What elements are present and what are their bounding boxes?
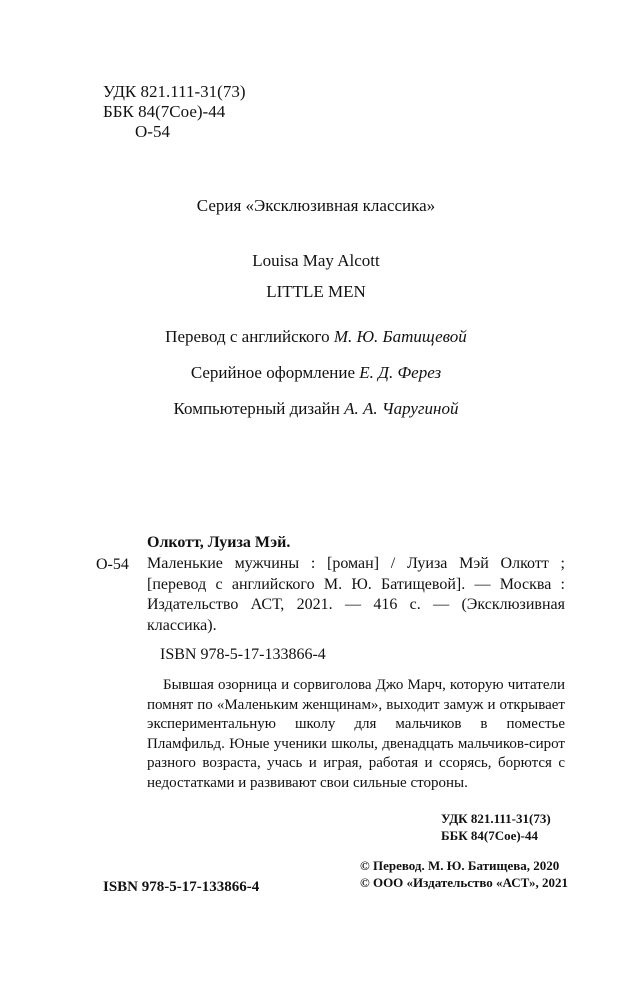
annotation [147, 676, 565, 793]
catalog-isbn: ISBN 978-5-17-133866-4 [160, 646, 326, 663]
annotation-text: Бывшая озорница и сорвиголова Джо Марч, которую читатели помнят по «Маленьким женщинам», выходит замуж и открывает экспериментальную школу для мальчиков в поместье Пламфильд. Юные ученики школы, двенадцать мальчиков-сирот разного возраста, учась и играя, работая и ссорясь, борются с недостатками и развивают свои сильные стороны. [147, 677, 565, 791]
udk-code-bottom: УДК 821.111-31(73) [441, 811, 551, 826]
credit-person: А. А. Чаругиной [344, 399, 459, 418]
credit-person: М. Ю. Батищевой [333, 327, 467, 346]
credit-role: Компьютерный дизайн [173, 399, 340, 418]
bottom-isbn: ISBN 978-5-17-133866-4 [103, 879, 260, 895]
credit-translation [0, 327, 632, 347]
author-mark: О-54 [135, 122, 170, 141]
credit-series-design [0, 363, 632, 383]
series-title: Серия «Эксклюзивная классика» [196, 196, 436, 215]
copyright-publisher: © ООО «Издательство «АСТ», 2021 [360, 875, 569, 890]
bbk-code: ББК 84(7Сое)-44 [103, 102, 226, 121]
copyright-translation: © Перевод. М. Ю. Батищева, 2020 [360, 858, 560, 873]
udk-code: УДК 821.111-31(73) [103, 82, 246, 101]
bbk-code-bottom: ББК 84(7Сое)-44 [441, 828, 539, 843]
original-author: Louisa May Alcott [252, 251, 380, 270]
credit-role: Перевод с английского [165, 327, 330, 346]
original-title: LITTLE MEN [266, 282, 366, 301]
catalog-mark: О-54 [96, 556, 129, 573]
copyright-block [360, 857, 568, 891]
catalog-description: Маленькие мужчины : [роман] / Луиза Мэй Олкотт ; [перевод с английского М. Ю. Батищевой]. — Москва : Издательство АСТ, 2021. — 416 с. — (Эксклюзивная классика). [147, 555, 565, 634]
credit-computer-design [0, 399, 632, 419]
catalog-heading: Олкотт, Луиза Мэй. [147, 534, 291, 551]
bottom-classification-codes [441, 810, 551, 844]
credit-person: Е. Д. Ферез [359, 363, 442, 382]
credit-role: Серийное оформление [190, 363, 356, 382]
top-classification-codes [103, 82, 245, 142]
